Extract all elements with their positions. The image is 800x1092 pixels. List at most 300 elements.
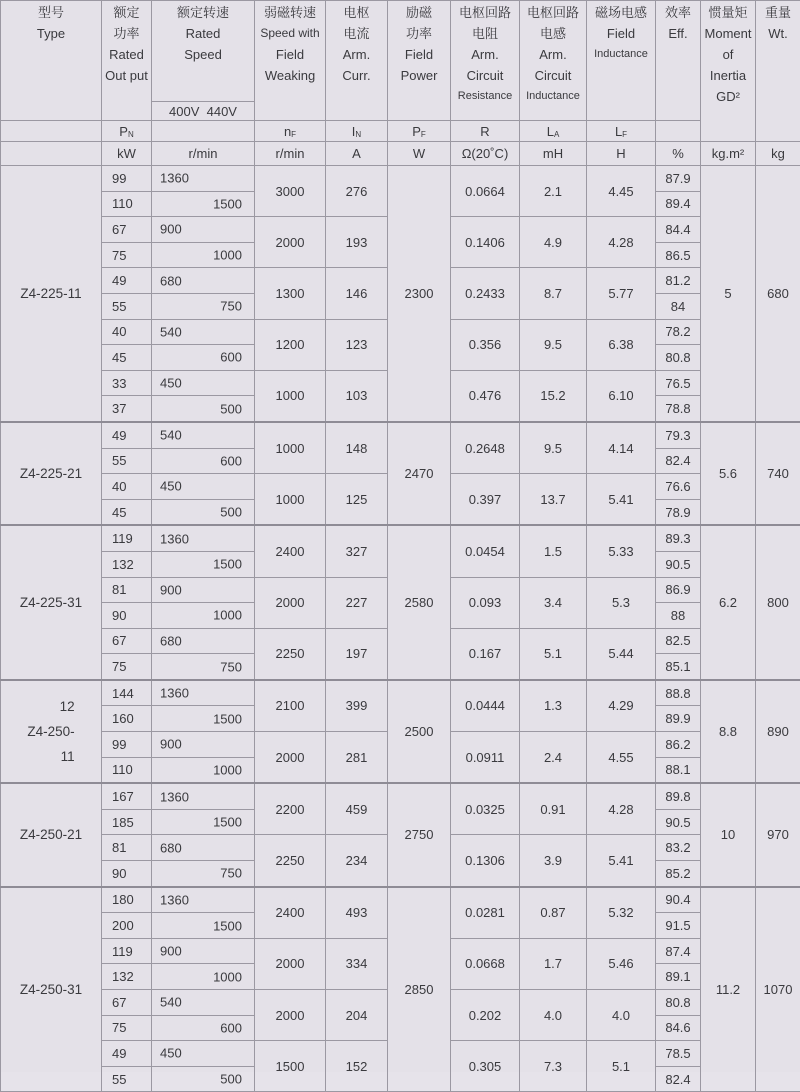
speed-440v: 600: [220, 1020, 242, 1035]
sym-field-power-letter: P: [412, 124, 421, 139]
unit-current: A: [326, 142, 388, 166]
rated-speed-cell: [152, 268, 255, 294]
header-resistance-zh1: 电枢回路: [451, 2, 519, 23]
rated-power-cell: 99: [102, 732, 152, 758]
speed-440v: 500: [220, 401, 242, 416]
rated-power-cell: 75: [102, 242, 152, 268]
arm-current-cell: 204: [326, 990, 388, 1041]
efficiency-cell: 89.8: [656, 783, 701, 809]
field-speed-cell: 1000: [255, 474, 326, 526]
efficiency-cell: 80.8: [656, 345, 701, 371]
rated-speed-cell: [152, 422, 255, 448]
speed-400v: 450: [160, 1046, 182, 1061]
rated-speed-cell: [152, 396, 255, 422]
arm-inductance-cell: 1.5: [520, 525, 587, 577]
field-inductance-cell: 4.29: [587, 680, 656, 732]
rated-speed-cell: [152, 1015, 255, 1041]
arm-inductance-cell: 1.3: [520, 680, 587, 732]
speed-440v: 1500: [213, 815, 242, 830]
speed-400v: 900: [160, 582, 182, 597]
header-efficiency-en: Eff.: [656, 23, 700, 44]
rated-speed-cell: [152, 448, 255, 474]
efficiency-cell: 83.2: [656, 835, 701, 861]
speed-440v: 1000: [213, 969, 242, 984]
model-type-cell: Z4-225-31: [1, 525, 102, 680]
rated-speed-cell: [152, 474, 255, 500]
arm-current-cell: 459: [326, 783, 388, 835]
speed-400v: 450: [160, 479, 182, 494]
inertia-cell: 10: [701, 783, 756, 886]
rated-power-cell: 180: [102, 887, 152, 913]
field-inductance-cell: 4.28: [587, 217, 656, 268]
field-speed-cell: 1500: [255, 1041, 326, 1092]
speed-400v: 1360: [160, 892, 189, 907]
speed-400v: 1360: [160, 789, 189, 804]
header-field-speed-en2: Field: [255, 44, 325, 65]
efficiency-cell: 89.3: [656, 525, 701, 551]
speed-440v: 500: [220, 1072, 242, 1087]
field-speed-cell: 2000: [255, 990, 326, 1041]
rated-speed-cell: [152, 345, 255, 371]
inertia-cell: 5.6: [701, 422, 756, 525]
unit-power: kW: [102, 142, 152, 166]
resistance-cell: 0.0325: [451, 783, 520, 835]
resistance-cell: 0.356: [451, 319, 520, 370]
sym-arm-inductance: [520, 121, 587, 142]
efficiency-cell: 89.9: [656, 706, 701, 732]
weight-cell: 970: [756, 783, 800, 886]
rated-speed-cell: [152, 964, 255, 990]
header-current-zh2: 电流: [326, 23, 387, 44]
header-arm-inductance-en2: Circuit: [520, 65, 586, 86]
field-inductance-cell: 5.32: [587, 887, 656, 939]
header-row-symbols: [1, 121, 800, 142]
arm-current-cell: 327: [326, 525, 388, 577]
header-arm-inductance-en3: Inductance: [520, 86, 586, 107]
rated-power-cell: 90: [102, 603, 152, 629]
efficiency-cell: 84.6: [656, 1015, 701, 1041]
sym-field-inductance-letter: L: [615, 124, 622, 139]
header-resistance: [451, 1, 520, 121]
field-speed-cell: 2000: [255, 732, 326, 784]
speed-440v: 1500: [213, 918, 242, 933]
rated-speed-cell: [152, 783, 255, 809]
efficiency-cell: 90.4: [656, 887, 701, 913]
table-row: [1, 166, 800, 192]
field-speed-cell: 3000: [255, 166, 326, 217]
header-power: [102, 1, 152, 121]
speed-440v: 500: [220, 505, 242, 520]
sym-power-sub: N: [128, 130, 134, 139]
arm-inductance-cell: 3.9: [520, 835, 587, 887]
table-row: [1, 887, 800, 913]
arm-inductance-cell: 8.7: [520, 268, 587, 319]
rated-power-cell: 55: [102, 1066, 152, 1092]
rated-power-cell: 75: [102, 654, 152, 680]
efficiency-cell: 85.1: [656, 654, 701, 680]
efficiency-cell: 81.2: [656, 268, 701, 294]
header-resistance-zh2: 电阻: [451, 23, 519, 44]
sym-field-speed: [255, 121, 326, 142]
table-body: [1, 166, 800, 1092]
header-speed-v2: 440V: [207, 104, 237, 119]
field-inductance-cell: 5.1: [587, 1041, 656, 1092]
rated-power-cell: 49: [102, 1041, 152, 1067]
header-arm-inductance-zh2: 电感: [520, 23, 586, 44]
header-resistance-en2: Circuit: [451, 65, 519, 86]
header-weight-zh: 重量: [756, 2, 800, 23]
header-inertia: [701, 1, 756, 142]
speed-400v: 540: [160, 995, 182, 1010]
resistance-cell: 0.1406: [451, 217, 520, 268]
inertia-cell: 11.2: [701, 887, 756, 1092]
arm-inductance-cell: 9.5: [520, 319, 587, 370]
rated-power-cell: 67: [102, 990, 152, 1016]
header-inertia-en2: of: [701, 44, 755, 65]
rated-speed-cell: [152, 603, 255, 629]
speed-400v: 900: [160, 944, 182, 959]
field-inductance-cell: 5.3: [587, 577, 656, 628]
field-speed-cell: 2000: [255, 217, 326, 268]
unit-resistance: Ω(20˚C): [451, 142, 520, 166]
field-speed-cell: 2250: [255, 835, 326, 887]
field-inductance-cell: 5.41: [587, 474, 656, 526]
efficiency-cell: 86.2: [656, 732, 701, 758]
rated-speed-cell: [152, 166, 255, 192]
header-field-power: [388, 1, 451, 121]
header-speed-zh: 额定转速: [152, 2, 254, 23]
header-inertia-en4: GD²: [701, 86, 755, 107]
model-type-wrapped: [27, 694, 74, 769]
sym-type: [1, 121, 102, 142]
rated-speed-cell: [152, 217, 255, 243]
resistance-cell: 0.1306: [451, 835, 520, 887]
field-speed-cell: 1300: [255, 268, 326, 319]
sym-power: [102, 121, 152, 142]
sym-resistance: [451, 121, 520, 142]
rated-power-cell: 40: [102, 319, 152, 345]
sym-arm-inductance-sub: A: [554, 130, 559, 139]
arm-current-cell: 234: [326, 835, 388, 887]
rated-speed-cell: [152, 913, 255, 939]
arm-inductance-cell: 0.87: [520, 887, 587, 939]
model-type-cell: Z4-250-21: [1, 783, 102, 886]
rated-speed-cell: [152, 809, 255, 835]
field-speed-cell: 2000: [255, 577, 326, 628]
header-efficiency: [656, 1, 701, 121]
field-inductance-cell: 4.28: [587, 783, 656, 835]
resistance-cell: 0.0454: [451, 525, 520, 577]
speed-400v: 450: [160, 376, 182, 391]
speed-400v: 680: [160, 633, 182, 648]
header-field-speed-en1: Speed with: [255, 23, 325, 44]
header-current-en2: Curr.: [326, 65, 387, 86]
rated-speed-cell: [152, 191, 255, 217]
speed-440v: 1500: [213, 196, 242, 211]
arm-inductance-cell: 13.7: [520, 474, 587, 526]
table-header: [1, 1, 800, 166]
header-field-power-zh1: 励磁: [388, 2, 450, 23]
header-power-zh1: 额定: [102, 2, 151, 23]
field-power-cell: 2470: [388, 422, 451, 525]
arm-current-cell: 399: [326, 680, 388, 732]
unit-type: [1, 142, 102, 166]
efficiency-cell: 88.1: [656, 757, 701, 783]
header-power-en1: Rated: [102, 44, 151, 65]
inertia-cell: 6.2: [701, 525, 756, 680]
resistance-cell: 0.0911: [451, 732, 520, 784]
arm-current-cell: 493: [326, 887, 388, 939]
unit-efficiency: %: [656, 142, 701, 166]
unit-weight: kg: [756, 142, 800, 166]
header-field-speed-zh: 弱磁转速: [255, 2, 325, 23]
field-inductance-cell: 4.0: [587, 990, 656, 1041]
sym-field-power-sub: F: [421, 130, 426, 139]
header-weight-en: Wt.: [756, 23, 800, 44]
sym-efficiency: [656, 121, 701, 142]
field-inductance-cell: 6.38: [587, 319, 656, 370]
weight-cell: 1070: [756, 887, 800, 1092]
model-type-cell: Z4-250-31: [1, 887, 102, 1092]
rated-speed-cell: [152, 577, 255, 603]
header-arm-inductance-zh1: 电枢回路: [520, 2, 586, 23]
field-speed-cell: 1000: [255, 370, 326, 422]
efficiency-cell: 76.5: [656, 370, 701, 396]
field-inductance-cell: 4.14: [587, 422, 656, 474]
speed-440v: 1000: [213, 248, 242, 263]
rated-speed-cell: [152, 628, 255, 654]
speed-440v: 750: [220, 299, 242, 314]
rated-speed-cell: [152, 732, 255, 758]
header-resistance-en1: Arm.: [451, 44, 519, 65]
efficiency-cell: 79.3: [656, 422, 701, 448]
weight-cell: 890: [756, 680, 800, 783]
field-inductance-cell: 5.46: [587, 938, 656, 989]
speed-440v: 600: [220, 350, 242, 365]
field-inductance-cell: 5.41: [587, 835, 656, 887]
unit-arm-inductance: mH: [520, 142, 587, 166]
weight-cell: 680: [756, 166, 800, 422]
efficiency-cell: 82.4: [656, 1066, 701, 1092]
rated-speed-cell: [152, 861, 255, 887]
sym-current-letter: I: [352, 124, 356, 139]
efficiency-cell: 88: [656, 603, 701, 629]
efficiency-cell: 78.9: [656, 499, 701, 525]
header-arm-inductance: [520, 1, 587, 121]
rated-speed-cell: [152, 499, 255, 525]
header-row-units: [1, 142, 800, 166]
header-type-zh: 型号: [1, 2, 101, 23]
field-speed-cell: 2200: [255, 783, 326, 835]
arm-inductance-cell: 4.0: [520, 990, 587, 1041]
efficiency-cell: 84: [656, 293, 701, 319]
speed-440v: 750: [220, 659, 242, 674]
efficiency-cell: 85.2: [656, 861, 701, 887]
header-speed-v1: 400V: [169, 104, 199, 119]
field-inductance-cell: 5.44: [587, 628, 656, 680]
header-field-inductance: [587, 1, 656, 121]
speed-440v: 1000: [213, 762, 242, 777]
header-efficiency-zh: 效率: [656, 2, 700, 23]
sym-field-speed-letter: n: [284, 124, 291, 139]
arm-current-cell: 125: [326, 474, 388, 526]
speed-440v: 600: [220, 453, 242, 468]
header-type: [1, 1, 102, 121]
resistance-cell: 0.167: [451, 628, 520, 680]
header-field-speed-en3: Weaking: [255, 65, 325, 86]
model-type-cell: Z4-225-21: [1, 422, 102, 525]
rated-power-cell: 119: [102, 525, 152, 551]
speed-400v: 540: [160, 428, 182, 443]
rated-speed-cell: [152, 293, 255, 319]
field-speed-cell: 1200: [255, 319, 326, 370]
arm-inductance-cell: 1.7: [520, 938, 587, 989]
rated-power-cell: 67: [102, 217, 152, 243]
resistance-cell: 0.0668: [451, 938, 520, 989]
header-field-inductance-en1: Field: [587, 23, 655, 44]
arm-inductance-cell: 9.5: [520, 422, 587, 474]
field-speed-cell: 2400: [255, 525, 326, 577]
field-inductance-cell: 6.10: [587, 370, 656, 422]
header-arm-inductance-en1: Arm.: [520, 44, 586, 65]
rated-power-cell: 55: [102, 448, 152, 474]
arm-current-cell: 334: [326, 938, 388, 989]
header-current-en1: Arm.: [326, 44, 387, 65]
rated-power-cell: 185: [102, 809, 152, 835]
sym-current: [326, 121, 388, 142]
efficiency-cell: 78.8: [656, 396, 701, 422]
model-type-part: 11: [27, 744, 74, 769]
rated-speed-cell: [152, 835, 255, 861]
speed-440v: 750: [220, 866, 242, 881]
speed-440v: 1500: [213, 711, 242, 726]
efficiency-cell: 78.2: [656, 319, 701, 345]
rated-speed-cell: [152, 757, 255, 783]
field-speed-cell: 2100: [255, 680, 326, 732]
field-inductance-cell: 5.77: [587, 268, 656, 319]
field-power-cell: 2750: [388, 783, 451, 886]
rated-speed-cell: [152, 887, 255, 913]
efficiency-cell: 87.4: [656, 938, 701, 964]
header-speed-cell: [152, 1, 255, 102]
resistance-cell: 0.2433: [451, 268, 520, 319]
rated-speed-cell: [152, 551, 255, 577]
arm-current-cell: 152: [326, 1041, 388, 1092]
speed-440v: 1500: [213, 557, 242, 572]
rated-power-cell: 110: [102, 757, 152, 783]
efficiency-cell: 82.5: [656, 628, 701, 654]
rated-power-cell: 110: [102, 191, 152, 217]
efficiency-cell: 76.6: [656, 474, 701, 500]
rated-power-cell: 49: [102, 268, 152, 294]
arm-current-cell: 193: [326, 217, 388, 268]
efficiency-cell: 78.5: [656, 1041, 701, 1067]
field-power-cell: 2300: [388, 166, 451, 422]
arm-current-cell: 281: [326, 732, 388, 784]
speed-400v: 1360: [160, 531, 189, 546]
rated-power-cell: 132: [102, 964, 152, 990]
resistance-cell: 0.202: [451, 990, 520, 1041]
table-row: [1, 680, 800, 706]
speed-400v: 680: [160, 273, 182, 288]
header-resistance-en3: Resistance: [451, 86, 519, 107]
table-row: [1, 525, 800, 551]
efficiency-cell: 87.9: [656, 166, 701, 192]
rated-speed-cell: [152, 938, 255, 964]
rated-speed-cell: [152, 370, 255, 396]
header-inertia-zh: 惯量矩: [701, 2, 755, 23]
rated-speed-cell: [152, 1041, 255, 1067]
header-field-inductance-zh: 磁场电感: [587, 2, 655, 23]
arm-inductance-cell: 15.2: [520, 370, 587, 422]
rated-speed-cell: [152, 680, 255, 706]
unit-inertia: kg.m²: [701, 142, 756, 166]
arm-inductance-cell: 3.4: [520, 577, 587, 628]
field-speed-cell: 1000: [255, 422, 326, 474]
sym-arm-inductance-letter: L: [547, 124, 554, 139]
resistance-cell: 0.0444: [451, 680, 520, 732]
model-type-cell: [1, 680, 102, 783]
rated-speed-cell: [152, 990, 255, 1016]
rated-power-cell: 160: [102, 706, 152, 732]
rated-power-cell: 33: [102, 370, 152, 396]
header-speed-voltages: [152, 102, 255, 121]
speed-400v: 900: [160, 737, 182, 752]
header-inertia-en1: Moment: [701, 23, 755, 44]
model-type-cell: Z4-225-11: [1, 166, 102, 422]
field-power-cell: 2500: [388, 680, 451, 783]
rated-power-cell: 55: [102, 293, 152, 319]
arm-current-cell: 123: [326, 319, 388, 370]
sym-field-power: [388, 121, 451, 142]
efficiency-cell: 80.8: [656, 990, 701, 1016]
rated-power-cell: 200: [102, 913, 152, 939]
arm-current-cell: 148: [326, 422, 388, 474]
resistance-cell: 0.305: [451, 1041, 520, 1092]
header-speed-en2: Speed: [152, 44, 254, 65]
inertia-cell: 5: [701, 166, 756, 422]
sym-speed: [152, 121, 255, 142]
rated-speed-cell: [152, 706, 255, 732]
rated-power-cell: 90: [102, 861, 152, 887]
arm-current-cell: 103: [326, 370, 388, 422]
header-field-power-en2: Power: [388, 65, 450, 86]
rated-power-cell: 37: [102, 396, 152, 422]
header-row-labels: [1, 1, 800, 102]
unit-speed: r/min: [152, 142, 255, 166]
rated-power-cell: 75: [102, 1015, 152, 1041]
sym-current-sub: N: [355, 130, 361, 139]
efficiency-cell: 90.5: [656, 809, 701, 835]
rated-speed-cell: [152, 1066, 255, 1092]
rated-power-cell: 99: [102, 166, 152, 192]
efficiency-cell: 86.9: [656, 577, 701, 603]
rated-speed-cell: [152, 654, 255, 680]
arm-current-cell: 227: [326, 577, 388, 628]
field-inductance-cell: 4.45: [587, 166, 656, 217]
efficiency-cell: 89.1: [656, 964, 701, 990]
field-speed-cell: 2000: [255, 938, 326, 989]
rated-power-cell: 167: [102, 783, 152, 809]
arm-inductance-cell: 2.1: [520, 166, 587, 217]
efficiency-cell: 84.4: [656, 217, 701, 243]
rated-power-cell: 81: [102, 835, 152, 861]
rated-power-cell: 81: [102, 577, 152, 603]
table-row: [1, 783, 800, 809]
efficiency-cell: 89.4: [656, 191, 701, 217]
header-current: [326, 1, 388, 121]
arm-current-cell: 197: [326, 628, 388, 680]
